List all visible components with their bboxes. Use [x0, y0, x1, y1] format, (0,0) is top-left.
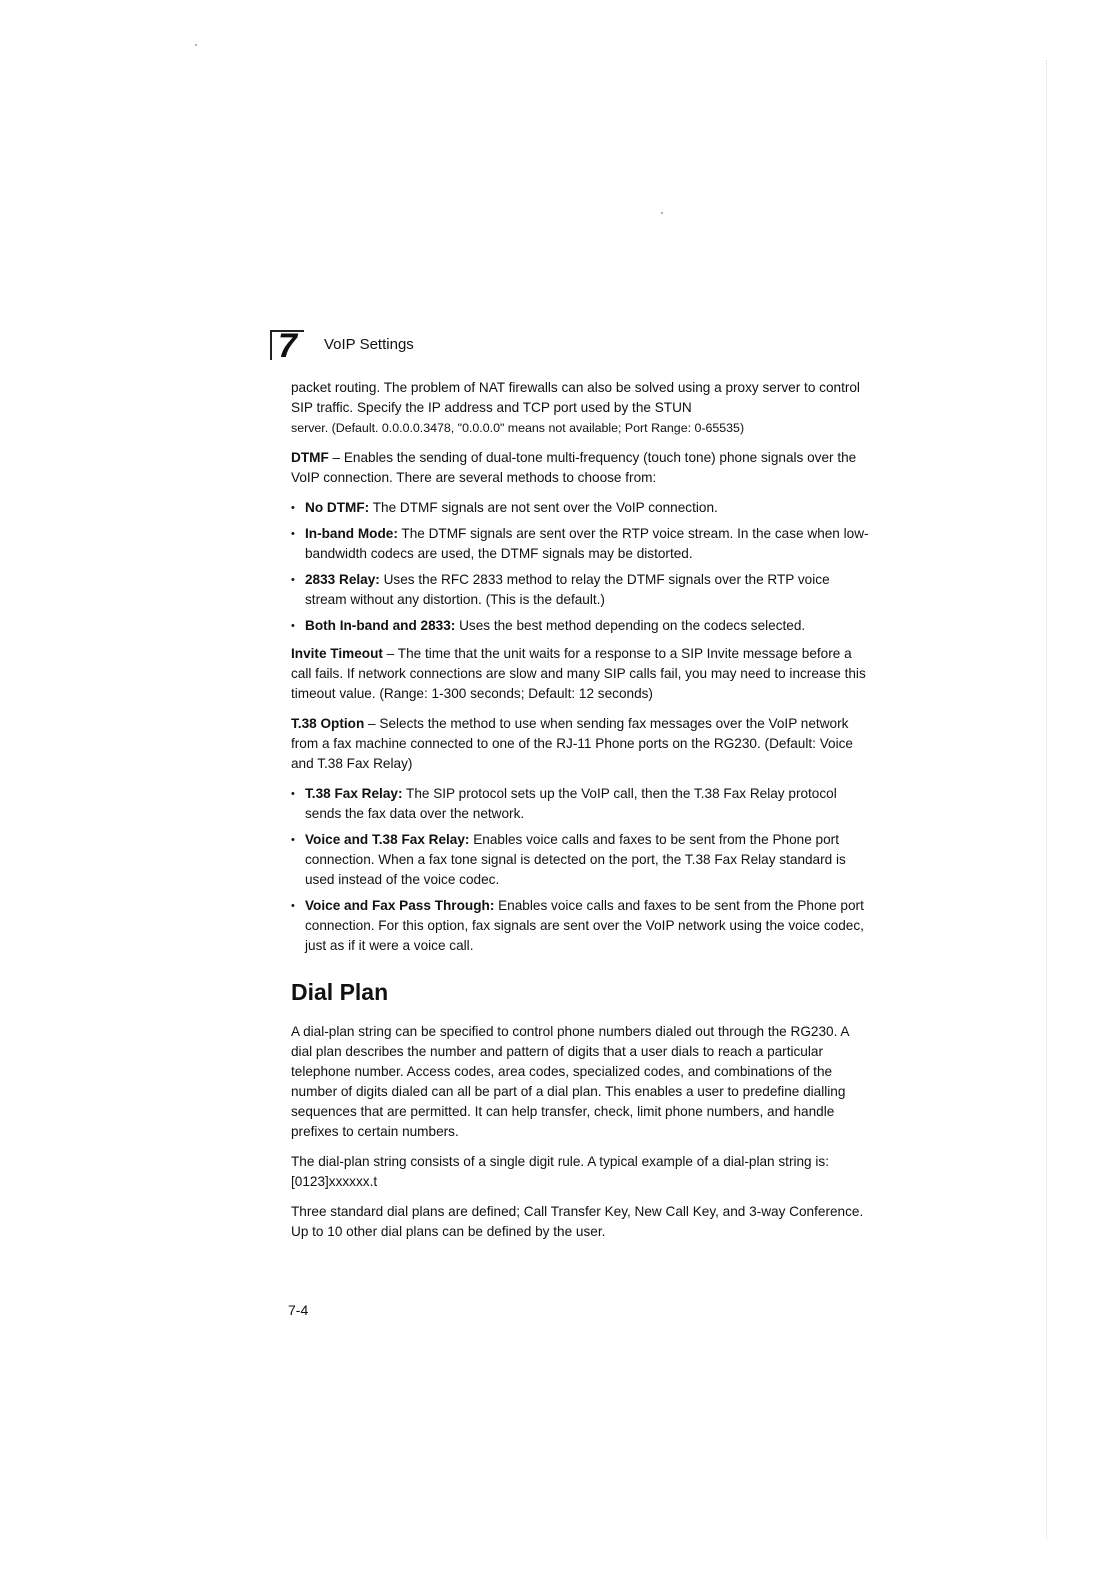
scan-speck	[195, 44, 197, 46]
page-number: 7-4	[288, 1302, 309, 1318]
list-item: • Voice and T.38 Fax Relay: Enables voice calls and faxes to be sent from the Phone port connection. When a fax tone signal is detected on the port, the T.38 Fax Relay standard is used instead of the voice codec.	[291, 830, 871, 890]
list-item: • Voice and Fax Pass Through: Enables voice calls and faxes to be sent from the Phone port connection. For this option, fax signals are sent over the VoIP network using the voice codec, just as if it were a voice call.	[291, 896, 871, 956]
dial-plan-example-paragraph: The dial-plan string consists of a single digit rule. A typical example of a dial-plan string is: [0123]xxxxxx.t	[291, 1154, 829, 1189]
chapter-badge	[270, 327, 304, 365]
stun-default-note: server. (Default. 0.0.0.0.3478, "0.0.0.0" means not available; Port Range: 0-65535)	[291, 421, 745, 435]
dial-plan-paragraph: A dial-plan string can be specified to control phone numbers dialed out through the RG230. A dial plan describes the number and pattern of digits that a user dials to reach a particular telephone number. Access codes, area codes, specialized codes, and combinations of the number of digits dialed can all be part of a dial plan. This enables a user to predefine dialling sequences that are permitted. It can help transfer, check, limit phone numbers, and handle prefixes to certain numbers.	[291, 1024, 849, 1139]
stun-paragraph: packet routing. The problem of NAT firewalls can also be solved using a proxy server to control SIP traffic. Specify the IP address and TCP port used by the STUN server. (Default. 0.0.0.0.3478, "0.0.0.0" means not available; Port Range: 0-65535)	[291, 380, 860, 435]
scan-speck	[661, 212, 663, 214]
dtmf-options-list	[291, 498, 871, 636]
chapter-number: 7	[278, 327, 297, 365]
scan-edge	[1046, 60, 1048, 1540]
list-item: • 2833 Relay: Uses the RFC 2833 method to relay the DTMF signals over the RTP voice stream without any distortion. (This is the default.)	[291, 570, 871, 610]
chapter-title: VoIP Settings	[324, 336, 414, 353]
invite-timeout-term: Invite Timeout	[291, 646, 383, 661]
dial-plan-standard-paragraph: Three standard dial plans are defined; Call Transfer Key, New Call Key, and 3-way Conference. Up to 10 other dial plans can be defined by the user.	[291, 1204, 864, 1239]
list-item: • In-band Mode: The DTMF signals are sent over the RTP voice stream. In the case when low-bandwidth codecs are used, the DTMF signals may be distorted.	[291, 524, 871, 564]
page-content	[291, 378, 871, 1252]
dtmf-paragraph	[291, 448, 871, 488]
list-item: • No DTMF: The DTMF signals are not sent over the VoIP connection.	[291, 498, 871, 518]
t38-paragraph: T.38 Option – Selects the method to use when sending fax messages over the VoIP network from a fax machine connected to one of the RJ-11 Phone ports on the RG230. (Default: Voice and T.38 Fax Relay)	[291, 716, 853, 771]
list-item: • Both In-band and 2833: Uses the best method depending on the codecs selected.	[291, 616, 871, 636]
invite-timeout-paragraph: Invite Timeout – The time that the unit waits for a response to a SIP Invite message before a call fails. If network connections are slow and many SIP calls fail, you may need to increase this timeout value. (Range: 1-300 seconds; Default: 12 seconds)	[291, 646, 866, 701]
dtmf-desc: – Enables the sending of dual-tone multi-frequency (touch tone) phone signals over the VoIP connection. There are several methods to choose from:	[291, 450, 857, 485]
t38-options-list	[291, 784, 871, 956]
section-heading-dial-plan: Dial Plan	[291, 979, 389, 1005]
t38-term: T.38 Option	[291, 716, 365, 731]
dtmf-term: DTMF	[291, 450, 329, 465]
list-item: • T.38 Fax Relay: The SIP protocol sets up the VoIP call, then the T.38 Fax Relay protocol sends the fax data over the network.	[291, 784, 871, 824]
